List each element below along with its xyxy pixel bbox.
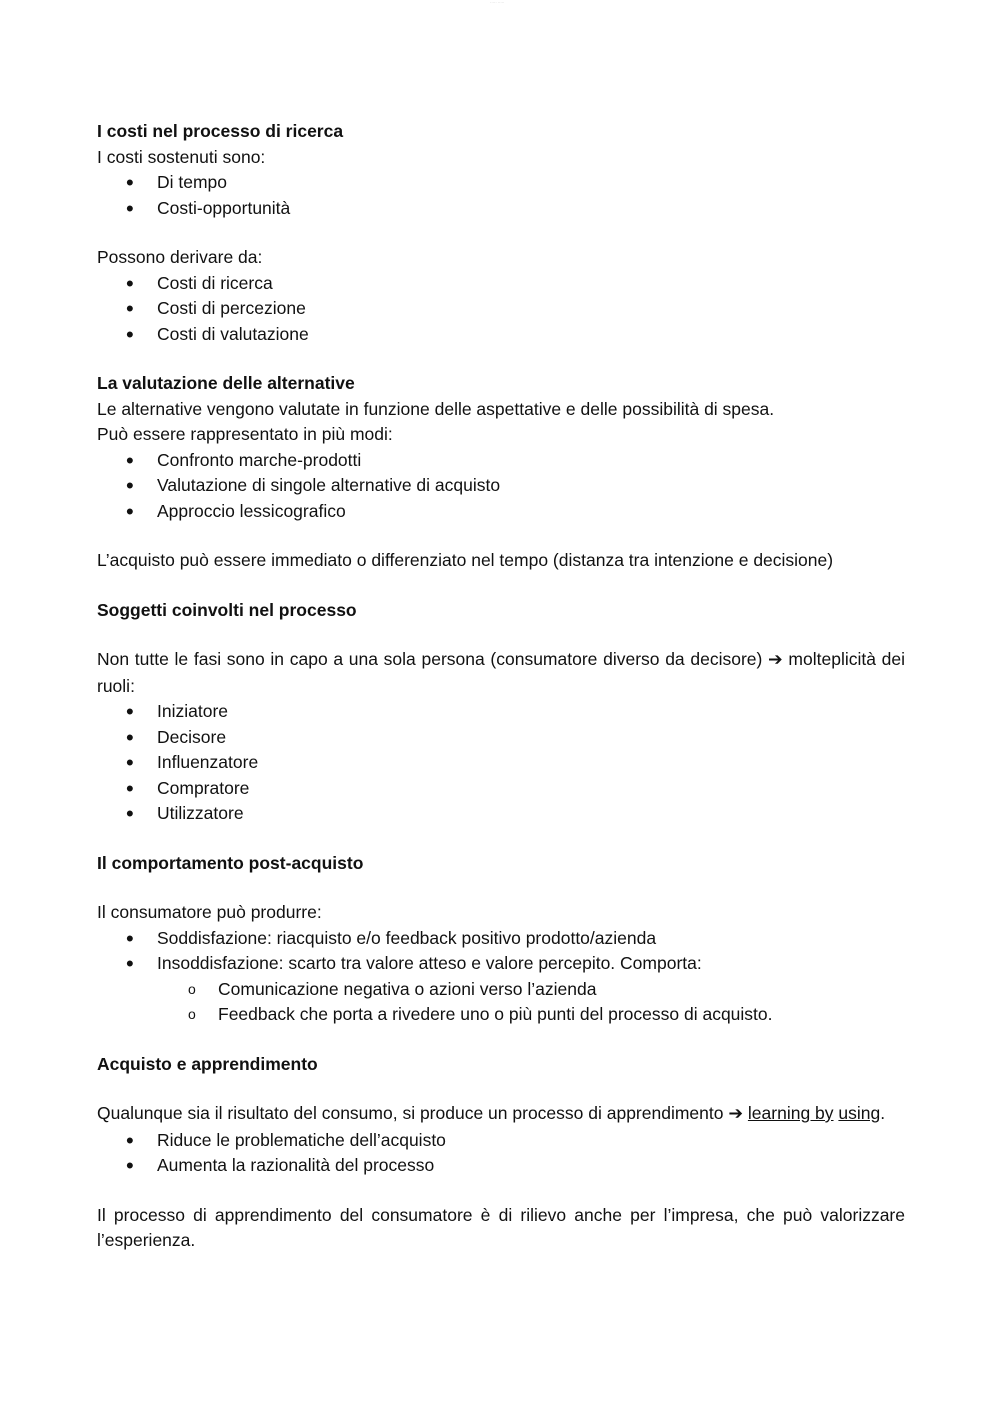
list-item: • Soddisfazione: riacquisto e/o feedback positivo prodotto/azienda <box>97 926 905 952</box>
valutazione-list <box>97 448 905 525</box>
soggetti-text-end: molteplicità dei ruoli: <box>97 649 906 696</box>
valutazione-note: L’acquisto può essere immediato o differenziato nel tempo (distanza tra intenzione e decisione) <box>97 550 834 570</box>
post-intro: Il consumatore può produrre: <box>97 902 322 922</box>
list-item: • Costi di valutazione <box>97 322 905 348</box>
valutazione-line-2: Può essere rappresentato in più modi: <box>97 424 393 444</box>
apprendimento-list <box>97 1128 905 1179</box>
valutazione-line-1: Le alternative vengono valutate in funzione delle aspettative e delle possibilità di spesa. <box>97 398 775 419</box>
sub-list-item: o Feedback che porta a rivedere uno o più punti del processo di acquisto. <box>97 1002 905 1028</box>
document-page <box>97 119 905 1254</box>
list-item: • Di tempo <box>97 170 905 196</box>
arrow-right-icon: ➔ <box>768 650 783 670</box>
list-item: • Riduce le problematiche dell’acquisto <box>97 1128 905 1154</box>
list-item: • Iniziatore <box>97 699 905 725</box>
list-item: • Costi di percezione <box>97 296 905 322</box>
sub-list-item: o Comunicazione negativa o azioni verso l’azienda <box>97 977 905 1003</box>
header-mark: ····· ····· <box>490 0 505 5</box>
list-item: • Influenzatore <box>97 750 905 776</box>
list-item: • Costi di ricerca <box>97 271 905 297</box>
soggetti-paragraph <box>97 647 905 699</box>
list-item: • Decisore <box>97 725 905 751</box>
list-item: • Confronto marche-prodotti <box>97 448 905 474</box>
using-link: using <box>838 1103 881 1123</box>
list-item-text: Insoddisfazione: scarto tra valore atteso e valore percepito. Comporta: <box>157 953 702 973</box>
arrow-right-icon: ➔ <box>728 1104 744 1124</box>
apprendimento-paragraph <box>97 1101 905 1128</box>
costi-intro: I costi sostenuti sono: <box>97 146 266 167</box>
costi-list-2 <box>97 271 905 348</box>
heading-costi: I costi nel processo di ricerca <box>97 121 344 141</box>
heading-apprendimento: Acquisto e apprendimento <box>97 1053 318 1074</box>
list-item: • Compratore <box>97 776 905 802</box>
list-item: • Aumenta la razionalità del processo <box>97 1153 905 1179</box>
list-item: • Costi-opportunità <box>97 196 905 222</box>
learning-link: learning by <box>747 1103 834 1123</box>
soggetti-text: Non tutte le fasi sono in capo a una sola persona (consumatore diverso da decisore) <box>97 649 763 669</box>
heading-valutazione: La valutazione delle alternative <box>97 373 355 393</box>
apprendimento-text: Qualunque sia il risultato del consumo, si produce un processo di apprendimento <box>97 1103 724 1123</box>
list-item <box>97 951 905 1028</box>
costi-list <box>97 170 905 221</box>
list-item: • Valutazione di singole alternative di acquisto <box>97 473 905 499</box>
costi-intro-2: Possono derivare da: <box>97 247 263 267</box>
heading-soggetti: Soggetti coinvolti nel processo <box>97 599 357 620</box>
list-item: • Approccio lessicografico <box>97 499 905 525</box>
post-sublist <box>157 977 905 1028</box>
apprendimento-end: . <box>880 1103 886 1123</box>
soggetti-list <box>97 699 905 827</box>
list-item: • Utilizzatore <box>97 801 905 827</box>
apprendimento-closing: Il processo di apprendimento del consumatore è di rilievo anche per l’impresa, che può valorizzare l’esperienza. <box>97 1204 905 1250</box>
post-list <box>97 926 905 1028</box>
heading-post-acquisto: Il comportamento post-acquisto <box>97 852 364 873</box>
